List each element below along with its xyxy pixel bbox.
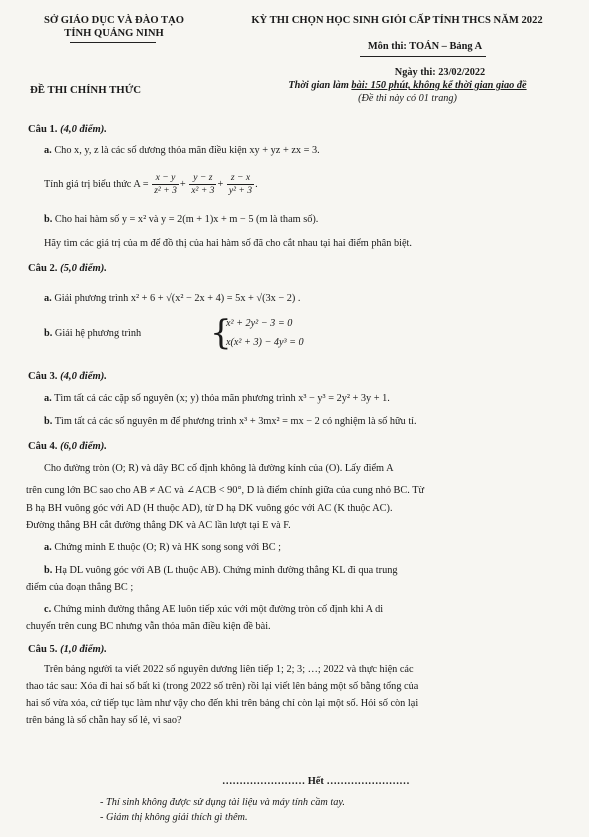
footer-note-1: - Thí sinh không được sử dụng tài liệu và máy tính cầm tay.: [100, 797, 345, 808]
question-4-title: Câu 4. (6,0 điểm).: [28, 441, 107, 452]
fraction-3: $\frac{z - x}{\text{y² + 3}}$: [228, 172, 253, 196]
question-2a: a. Giải phương trình x² + 6 + √(x² − 2x + 4) = 5x + √(3x − 2) .: [44, 293, 301, 304]
question-5-text-1: Trên bảng người ta viết 2022 số nguyên dương liên tiếp 1; 2; 3; …; 2022 và thực hiện các: [44, 664, 414, 675]
question-1b-task: Hãy tìm các giá trị của m để đồ thị của hai hàm số đã cho cắt nhau tại hai điểm phân biệt.: [44, 238, 412, 249]
question-1-title: Câu 1. (4,0 điểm).: [28, 124, 107, 135]
fraction-1: $\frac{x - y}{\text{z² + 3}}$: [154, 172, 177, 196]
header-right: [212, 14, 582, 27]
question-1b: b. Cho hai hàm số y = x² và y = 2(m + 1)x + m − 5 (m là tham số).: [44, 214, 319, 225]
question-4-intro-3: B hạ BH vuông góc với AD (H thuộc AD), từ D hạ DK vuông góc với AC (K thuộc AC).: [26, 503, 393, 514]
time-main: bài: 150 phút, không kể thời gian giao đề: [351, 80, 527, 91]
question-5-text-3: hai số vừa xóa, cứ tiếp tục làm như vậy cho đến khi trên bảng chỉ còn lại một số. Hỏi số còn lại: [26, 698, 419, 709]
question-2b: b. Giải hệ phương trình: [44, 328, 142, 339]
equation-system: [226, 318, 304, 350]
equation-2: x(x² + 3) − 4y³ = 0: [226, 336, 304, 348]
fraction-2: $\frac{y - z}{\text{x² + 3}}$: [191, 172, 215, 196]
question-1a: a. Cho x, y, z là các số dương thỏa mãn điều kiện xy + yz + zx = 3.: [44, 145, 320, 156]
question-4-intro-4: Đường thẳng BH cắt đường thẳng DK và AC lần lượt tại E và F.: [26, 520, 291, 531]
department-name: SỞ GIÁO DỤC VÀ ĐÀO TẠO: [44, 15, 184, 26]
equation-1: x² + 2y² − 3 = 0: [226, 318, 293, 329]
question-4a: a. Chứng minh E thuộc (O; R) và HK song song với BC ;: [44, 542, 281, 553]
question-4c-1: c. Chứng minh đường thẳng AE luôn tiếp xúc với một đường tròn cố định khi A di: [44, 604, 384, 615]
question-3a: a. Tìm tất cả các cặp số nguyên (x; y) thỏa mãn phương trình x³ − y³ = 2y² + 3y + 1.: [44, 393, 390, 404]
question-4-intro-1: Cho đường tròn (O; R) và dây BC cố định không là đường kính của (O). Lấy điểm A: [44, 463, 394, 474]
question-4-intro-2: trên cung lớn BC sao cho AB ≠ AC và ∠ACB < 90°, D là điểm chính giữa của cung nhỏ BC. Từ: [26, 485, 425, 496]
question-1a-expression: Tính giá trị biểu thức A = $\frac{x - y}{\text{z² + 3}}$ + $\frac{y - z}{\text{x² + 3}}$ + $\frac{z - x}{\text{y² + 3}}$ .: [44, 172, 258, 196]
question-3b: b. Tìm tất cả các số nguyên m để phương trình x³ + 3mx² = mx − 2 có nghiệm là số hữu tỉ.: [44, 416, 417, 427]
exam-date: Ngày thi: 23/02/2022: [394, 67, 486, 78]
question-5-text-4: trên bảng là số chẵn hay số lẻ, vì sao?: [26, 715, 182, 726]
question-4c-2: chuyển trên cung BC nhưng vẫn thỏa mãn điều kiện đề bài.: [26, 621, 271, 632]
header-left: [14, 14, 214, 40]
header-right-underline: [360, 56, 486, 57]
subject-line: Môn thi: TOÁN – Bảng A: [367, 41, 483, 52]
footer-note-2: - Giám thị không giải thích gì thêm.: [100, 812, 248, 823]
header-left-underline: [70, 42, 156, 43]
system-brace: {: [210, 313, 232, 353]
question-2-title: Câu 2. (5,0 điểm).: [28, 263, 107, 274]
province-name: TỈNH QUẢNG NINH: [64, 28, 164, 40]
time-limit: [240, 80, 575, 93]
question-5-title: Câu 5. (1,0 điểm).: [28, 644, 107, 655]
official-label: ĐỀ THI CHÍNH THỨC: [30, 84, 142, 96]
question-3-title: Câu 3. (4,0 điểm).: [28, 371, 107, 382]
question-4b-1: b. Hạ DL vuông góc với AB (L thuộc AB). Chứng minh đường thẳng KL đi qua trung: [44, 565, 398, 576]
question-5-text-2: thao tác sau: Xóa đi hai số bất kì (trong 2022 số trên) rồi lại viết lên bảng một số bằng tổng của: [26, 681, 419, 692]
end-marker: …………………… Hết ……………………: [222, 776, 410, 787]
question-4b-2: điểm của đoạn thẳng BC ;: [26, 582, 134, 593]
pages-note: (Đề thi này có 01 trang): [358, 93, 457, 104]
exam-name: KỲ THI CHỌN HỌC SINH GIỎI CẤP TỈNH THCS NĂM 2022: [251, 15, 543, 26]
time-prefix: Thời gian làm: [288, 80, 352, 91]
